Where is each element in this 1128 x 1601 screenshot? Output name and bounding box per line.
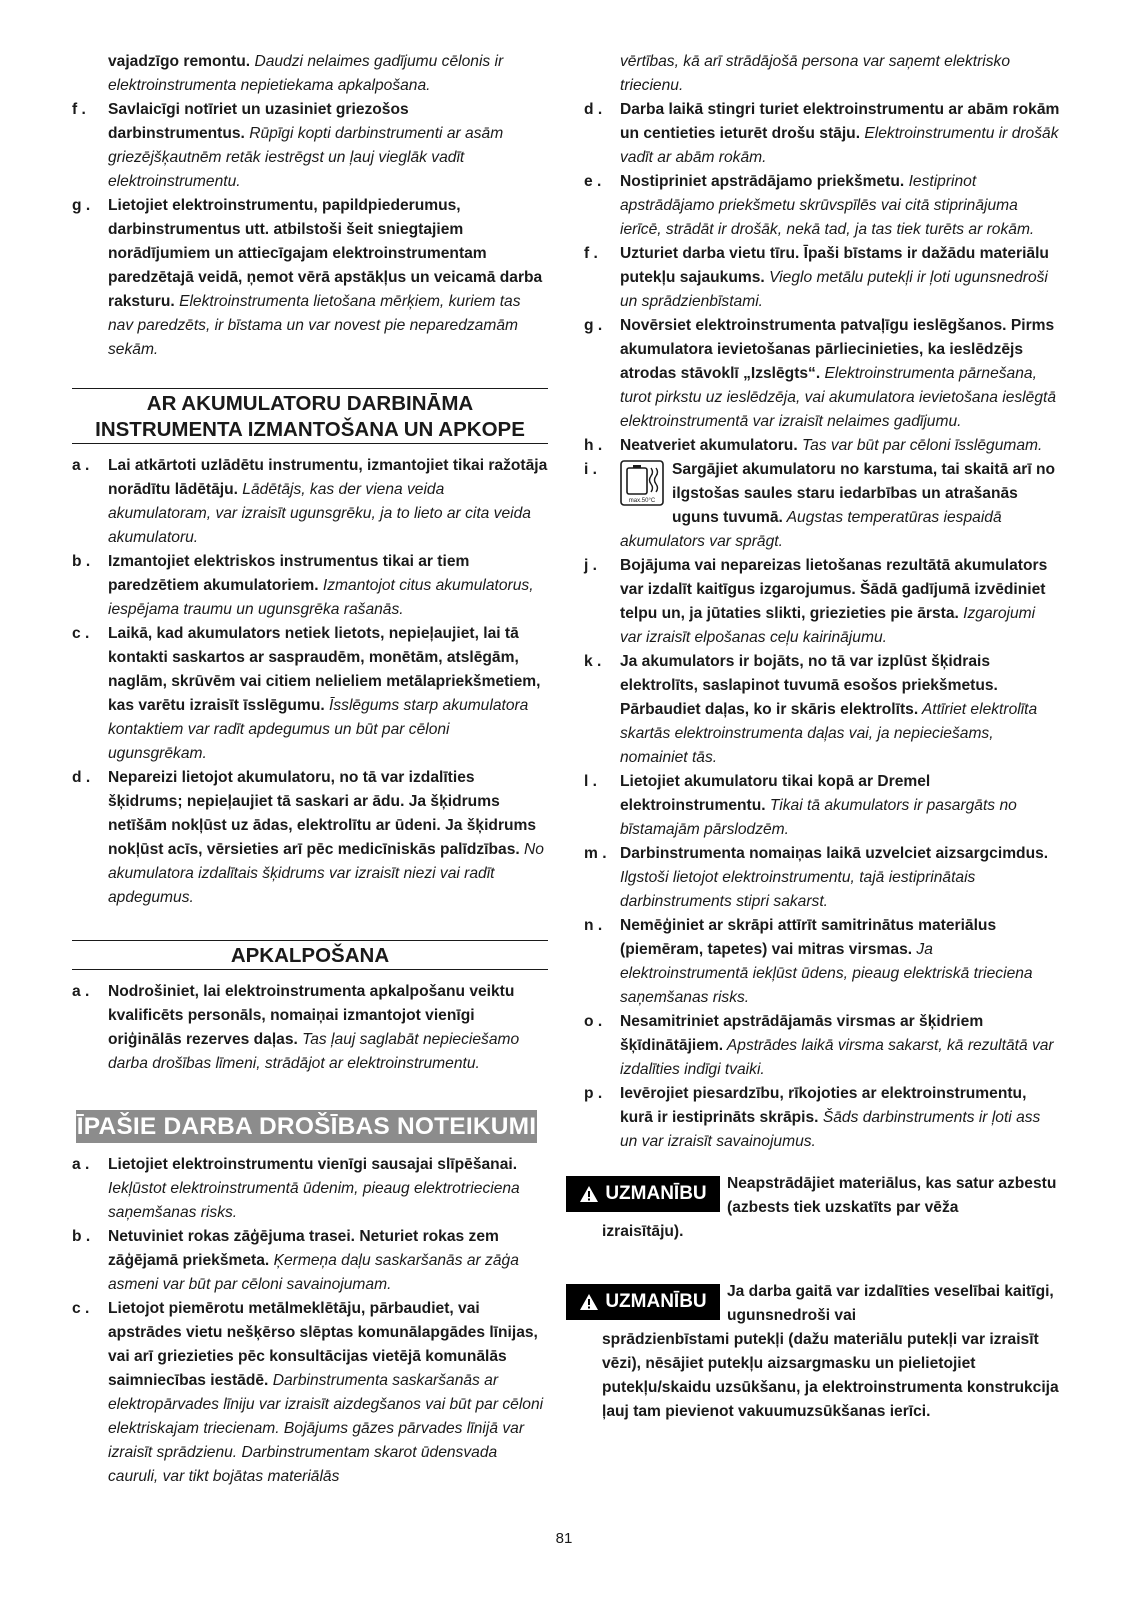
list-item	[584, 650, 1060, 770]
item-bold: Novērsiet elektroinstrumenta patvaļīgu ieslēgšanos. Pirms akumulatora ievietošanas pārliecinieties, ka ieslēdzējs atrodas stāvoklī „Izslēgts“.	[620, 317, 1055, 382]
list-item	[584, 1010, 1060, 1082]
warning-text-head: Neapstrādājiet materiālus, kas satur azbestu (azbests tiek uzskatīts par vēža	[727, 1175, 1057, 1216]
item-bold: Lietojiet elektroinstrumentu, papildpiederumus, darbinstrumentus utt. atbilstoši šeit sniegtajiem norādījumiem un attiecīgajam elektroinstrumentam paredzētajā veidā, ņemot vērā apstākļus un veicamā darba raksturu.	[108, 197, 543, 310]
warning-badge-label: UZMANĪBU	[605, 1291, 707, 1312]
list-item	[584, 98, 1060, 170]
list-item	[584, 770, 1060, 842]
service-list	[72, 980, 548, 1076]
item-label: f .	[72, 101, 86, 118]
battery-list	[72, 454, 548, 910]
item-bold: Netuviniet rokas zāģējuma trasei. Neturiet rokas zem zāģējamā priekšmeta.	[108, 1228, 499, 1269]
list-item	[584, 842, 1060, 914]
item-label: e .	[584, 173, 602, 190]
item-italic: Iestiprinot apstrādājamo priekšmetu skrūvspīlēs vai citā stiprinājuma ierīcē, strādāt ir drošāk, nekā tad, ja tas tiek turēts ar rokām.	[620, 173, 1035, 238]
intro-italic: Daudzi nelaimes gadījumu cēlonis ir elektroinstrumenta nepietiekama apkalpošana.	[108, 53, 504, 94]
item-bold: Nepareizi lietojot akumulatoru, no tā var izdalīties šķidrums; nepieļaujiet tā saskari ar ādu. Ja šķidrums netīšām nokļūst uz ādas, elektrolītu ar ūdeni. Ja šķidrums nokļūst acīs, vērsieties arī pēc medicīniskās palīdzības.	[108, 769, 537, 858]
item-label: a .	[72, 983, 90, 1000]
list-item	[584, 434, 1060, 458]
item-label: m .	[584, 845, 607, 862]
item-italic: Šāds darbinstruments ir ļoti ass un var izraisīt savainojumus.	[620, 1109, 1041, 1150]
warning-triangle-icon	[579, 1185, 599, 1203]
list-item-heat	[584, 458, 1060, 554]
battery-heat-icon	[620, 460, 664, 506]
item-label: g .	[584, 317, 603, 334]
item-italic: Iekļūstot elektroinstrumentā ūdenim, pieaug elektrotrieciena saņemšanas risks.	[108, 1180, 520, 1221]
list-item	[72, 454, 548, 550]
item-bold: Lietojiet elektroinstrumentu vienīgi sausajai slīpēšanai.	[108, 1156, 518, 1173]
warning-dust	[584, 1280, 1060, 1424]
item-italic: Lādētājs, kas der viena veida akumulatoram, var izraisīt ugunsgrēku, ja to lieto ar cita veida akumulatoru.	[108, 481, 531, 546]
list-item	[584, 242, 1060, 314]
item-bold: Nemēģiniet ar skrāpi attīrīt samitrinātus materiālus (piemēram, tapetes) vai mitras virsmas.	[620, 917, 997, 958]
item-bold: Lai atkārtoti uzlādētu instrumentu, izmantojiet tikai ražotāja norādītu lādētāju.	[108, 457, 548, 498]
list-item	[584, 314, 1060, 434]
item-bold: Bojājuma vai nepareizas lietošanas rezultātā akumulators var izdalīt kaitīgus izgarojumus. Šādā gadījumā izvēdiniet telpu un, ja jūtaties slikti, griezieties pie ārsta.	[620, 557, 1048, 622]
item-bold: Uzturiet darba vietu tīru. Īpaši bīstams ir dažādu materiālu putekļu sajaukums.	[620, 245, 1049, 286]
right-column	[584, 50, 1060, 1424]
list-item	[72, 980, 548, 1076]
item-label: a .	[72, 1156, 90, 1173]
item-italic: Darbinstrumenta saskaršanās ar elektropārvades līniju var izraisīt aizdegšanos vai būt par cēloni elektriskajam triecienam. Bojājums gāzes pārvades līnijā var izraisīt sprādzienu. Darbinstrumentam skarot ūdensvada cauruli, var tikt bojātas materiālās	[108, 1372, 544, 1485]
special-rules-title: ĪPAŠIE DARBA DROŠĪBAS NOTEIKUMI	[76, 1110, 537, 1143]
intro-bold: vajadzīgo remontu.	[108, 53, 251, 70]
item-bold: Lietojiet akumulatoru tikai kopā ar Dremel elektroinstrumentu.	[620, 773, 931, 814]
section-heading-line-2: INSTRUMENTA IZMANTOŠANA UN APKOPE	[95, 418, 525, 441]
item-bold: Darbinstrumenta nomaiņas laikā uzvelciet aizsargcimdus.	[620, 845, 1049, 862]
list-item	[584, 914, 1060, 1010]
right-list-1	[584, 98, 1060, 458]
item-italic: Elektroinstrumenta pārnešana, turot pirkstu uz ieslēdzēja, vai akumulatora ievietošana ieslēgtā elektroinstrumentā var izraisīt nelaimes gadījumu.	[620, 365, 1056, 430]
item-italic: Augstas temperatūras iespaidā akumulators var sprāgt.	[620, 509, 1002, 550]
item-bold: Ja akumulators ir bojāts, no tā var izplūst šķidrais elektrolīts, saslapinot tuvumā esošos priekšmetus. Pārbaudiet daļas, ko ir skāris elektrolīts.	[620, 653, 998, 718]
left-intro	[72, 50, 548, 98]
item-label: o .	[584, 1013, 603, 1030]
item-bold: Nesamitriniet apstrādājamās virsmas ar šķidriem šķīdinātājiem.	[620, 1013, 984, 1054]
item-label: f .	[584, 245, 598, 262]
item-italic: Tas var būt par cēloni īsslēgumam.	[797, 437, 1043, 454]
warning-badge	[566, 1284, 720, 1320]
item-label: l .	[584, 773, 597, 790]
list-item	[72, 1153, 548, 1225]
warning-text-head: Ja darba gaitā var izdalīties veselībai kaitīgi, ugunsnedroši vai	[727, 1283, 1054, 1324]
item-label: g .	[72, 197, 91, 214]
item-label: h .	[584, 437, 603, 454]
warning-asbestos	[584, 1172, 1060, 1244]
item-bold: Neatveriet akumulatoru.	[620, 437, 798, 454]
item-label: k .	[584, 653, 602, 670]
warning-text-tail: izraisītāju).	[602, 1223, 684, 1240]
item-label: p .	[584, 1085, 603, 1102]
item-label: c .	[72, 625, 90, 642]
item-label: d .	[72, 769, 91, 786]
warning-text-tail: sprādzienbīstami putekļi (dažu materiālu putekļi var izraisīt vēzi), nēsājiet putekļu aizsargmasku un pielietojiet putekļu/skaidu uzsūkšanu, ja elektroinstrumenta konstrukcija ļauj tam pievienot vakuumuzsūkšanas ierīci.	[602, 1331, 1059, 1420]
list-item	[72, 766, 548, 910]
item-label: c .	[72, 1300, 90, 1317]
item-bold: Nostipriniet apstrādājamo priekšmetu.	[620, 173, 905, 190]
item-label: n .	[584, 917, 603, 934]
list-item	[72, 1297, 548, 1489]
item-bold: Laikā, kad akumulators netiek lietots, nepieļaujiet, lai tā kontakti saskartos ar saspraudēm, monētām, atslēgām, naglām, skrūvēm vai citiem nelieliem metālapriekšmetiem, kas varētu izraisīt īsslēgumu.	[108, 625, 541, 714]
item-italic: Izmantojot citus akumulatorus, iespējama traumu un ugunsgrēka rašanās.	[108, 577, 534, 618]
item-italic: No akumulatora izdalītais šķidrums var izraisīt niezi vai radīt apdegumus.	[108, 841, 544, 906]
list-item	[584, 170, 1060, 242]
item-label: d .	[584, 101, 603, 118]
warning-badge	[566, 1176, 720, 1212]
item-bold: Savlaicīgi notīriet un uzasiniet griezošos darbinstrumentus.	[108, 101, 409, 142]
page-number: 81	[555, 1530, 573, 1547]
list-item-g	[72, 194, 548, 362]
item-label: j .	[584, 557, 597, 574]
list-item	[72, 550, 548, 622]
list-item-f	[72, 98, 548, 194]
special-rules-list	[72, 1153, 548, 1489]
icon-temp-label: max.50°C	[628, 498, 656, 504]
item-label: b .	[72, 1228, 91, 1245]
section-heading-battery	[72, 388, 548, 444]
item-italic: Rūpīgi kopti darbinstrumenti ar asām griezējšķautnēm retāk iestrēgst un ļauj vieglāk vadīt elektroinstrumentu.	[108, 125, 504, 190]
item-italic: Ja elektroinstrumentā iekļūst ūdens, pieaug elektriskā trieciena saņemšanas risks.	[620, 941, 1033, 1006]
list-item	[584, 554, 1060, 650]
item-bold: Darba laikā stingri turiet elektroinstrumentu ar abām rokām un centieties ieturēt drošu stāju.	[620, 101, 1060, 142]
item-italic: Tikai tā akumulators ir pasargāts no bīstamajām pārslodzēm.	[620, 797, 1017, 838]
item-bold: Izmantojiet elektriskos instrumentus tikai ar tiem paredzētiem akumulatoriem.	[108, 553, 470, 594]
item-label: b .	[72, 553, 91, 570]
item-italic: Ilgstoši lietojot elektroinstrumentu, tajā iestiprinātais darbinstruments stipri sakarst.	[620, 869, 976, 910]
left-column	[72, 50, 548, 1489]
item-italic: Elektroinstrumenta lietošana mērķiem, kuriem tas nav paredzēts, ir bīstama un var novest pie neparedzamām sekām.	[108, 293, 521, 358]
right-intro	[584, 50, 1060, 98]
item-bold: Lietojot piemērotu metālmeklētāju, pārbaudiet, vai apstrādes vietu nešķērso slēptas komunālapgādes līnijas, vai arī griezieties pēc konsultācijas vietējā komunālās saimniecības iestādē.	[108, 1300, 538, 1389]
item-italic: Elektroinstrumentu ir drošāk vadīt ar abām rokām.	[620, 125, 1059, 166]
item-italic: Ķermeņa daļu saskaršanās ar zāģa asmeni var būt par cēloni savainojumam.	[108, 1252, 519, 1293]
list-item	[72, 622, 548, 766]
item-label: a .	[72, 457, 90, 474]
item-italic: Izgarojumi var izraisīt elpošanas ceļu kairinājumu.	[620, 605, 1036, 646]
intro-italic: vērtības, kā arī strādājošā persona var saņemt elektrisko triecienu.	[620, 53, 1011, 94]
item-italic: Īsslēgums starp akumulatora kontaktiem var radīt apdegumus un būt par cēloni ugunsgrēkam.	[108, 697, 529, 762]
item-bold: Nodrošiniet, lai elektroinstrumenta apkalpošanu veiktu kvalificēts personāls, nomaiņai izmantojot vienīgi oriģinālās rezerves daļas.	[108, 983, 515, 1048]
warning-triangle-icon	[579, 1293, 599, 1311]
section-heading-line-1: AR AKUMULATORU DARBINĀMA	[146, 392, 474, 415]
item-italic: Vieglo metālu putekļi ir ļoti ugunsnedroši un sprādzienbīstami.	[620, 269, 1048, 310]
warning-badge-label: UZMANĪBU	[605, 1183, 707, 1204]
item-bold: Ievērojiet piesardzību, rīkojoties ar elektroinstrumentu, kurā ir iestiprināts skrāpis.	[620, 1085, 1027, 1126]
item-italic: Attīriet elektrolīta skartās elektroinstrumenta daļas vai, ja nepieciešams, nomainiet tās.	[620, 701, 1038, 766]
list-item	[584, 1082, 1060, 1154]
section-heading-service: APKALPOŠANA	[72, 940, 548, 970]
item-italic: Tas ļauj saglabāt nepieciešamo darba drošības līmeni, strādājot ar elektroinstrumentu.	[108, 1031, 520, 1072]
list-item	[72, 1225, 548, 1297]
item-italic: Apstrādes laikā virsma sakarst, kā rezultātā var izdalīties indīgi tvaiki.	[620, 1037, 1054, 1078]
item-label: i .	[584, 461, 597, 478]
item-bold: Sargājiet akumulatoru no karstuma, tai skaitā arī no ilgstošas saules staru iedarbības un atrašanās uguns tuvumā.	[672, 461, 1056, 526]
right-list-2	[584, 554, 1060, 1154]
